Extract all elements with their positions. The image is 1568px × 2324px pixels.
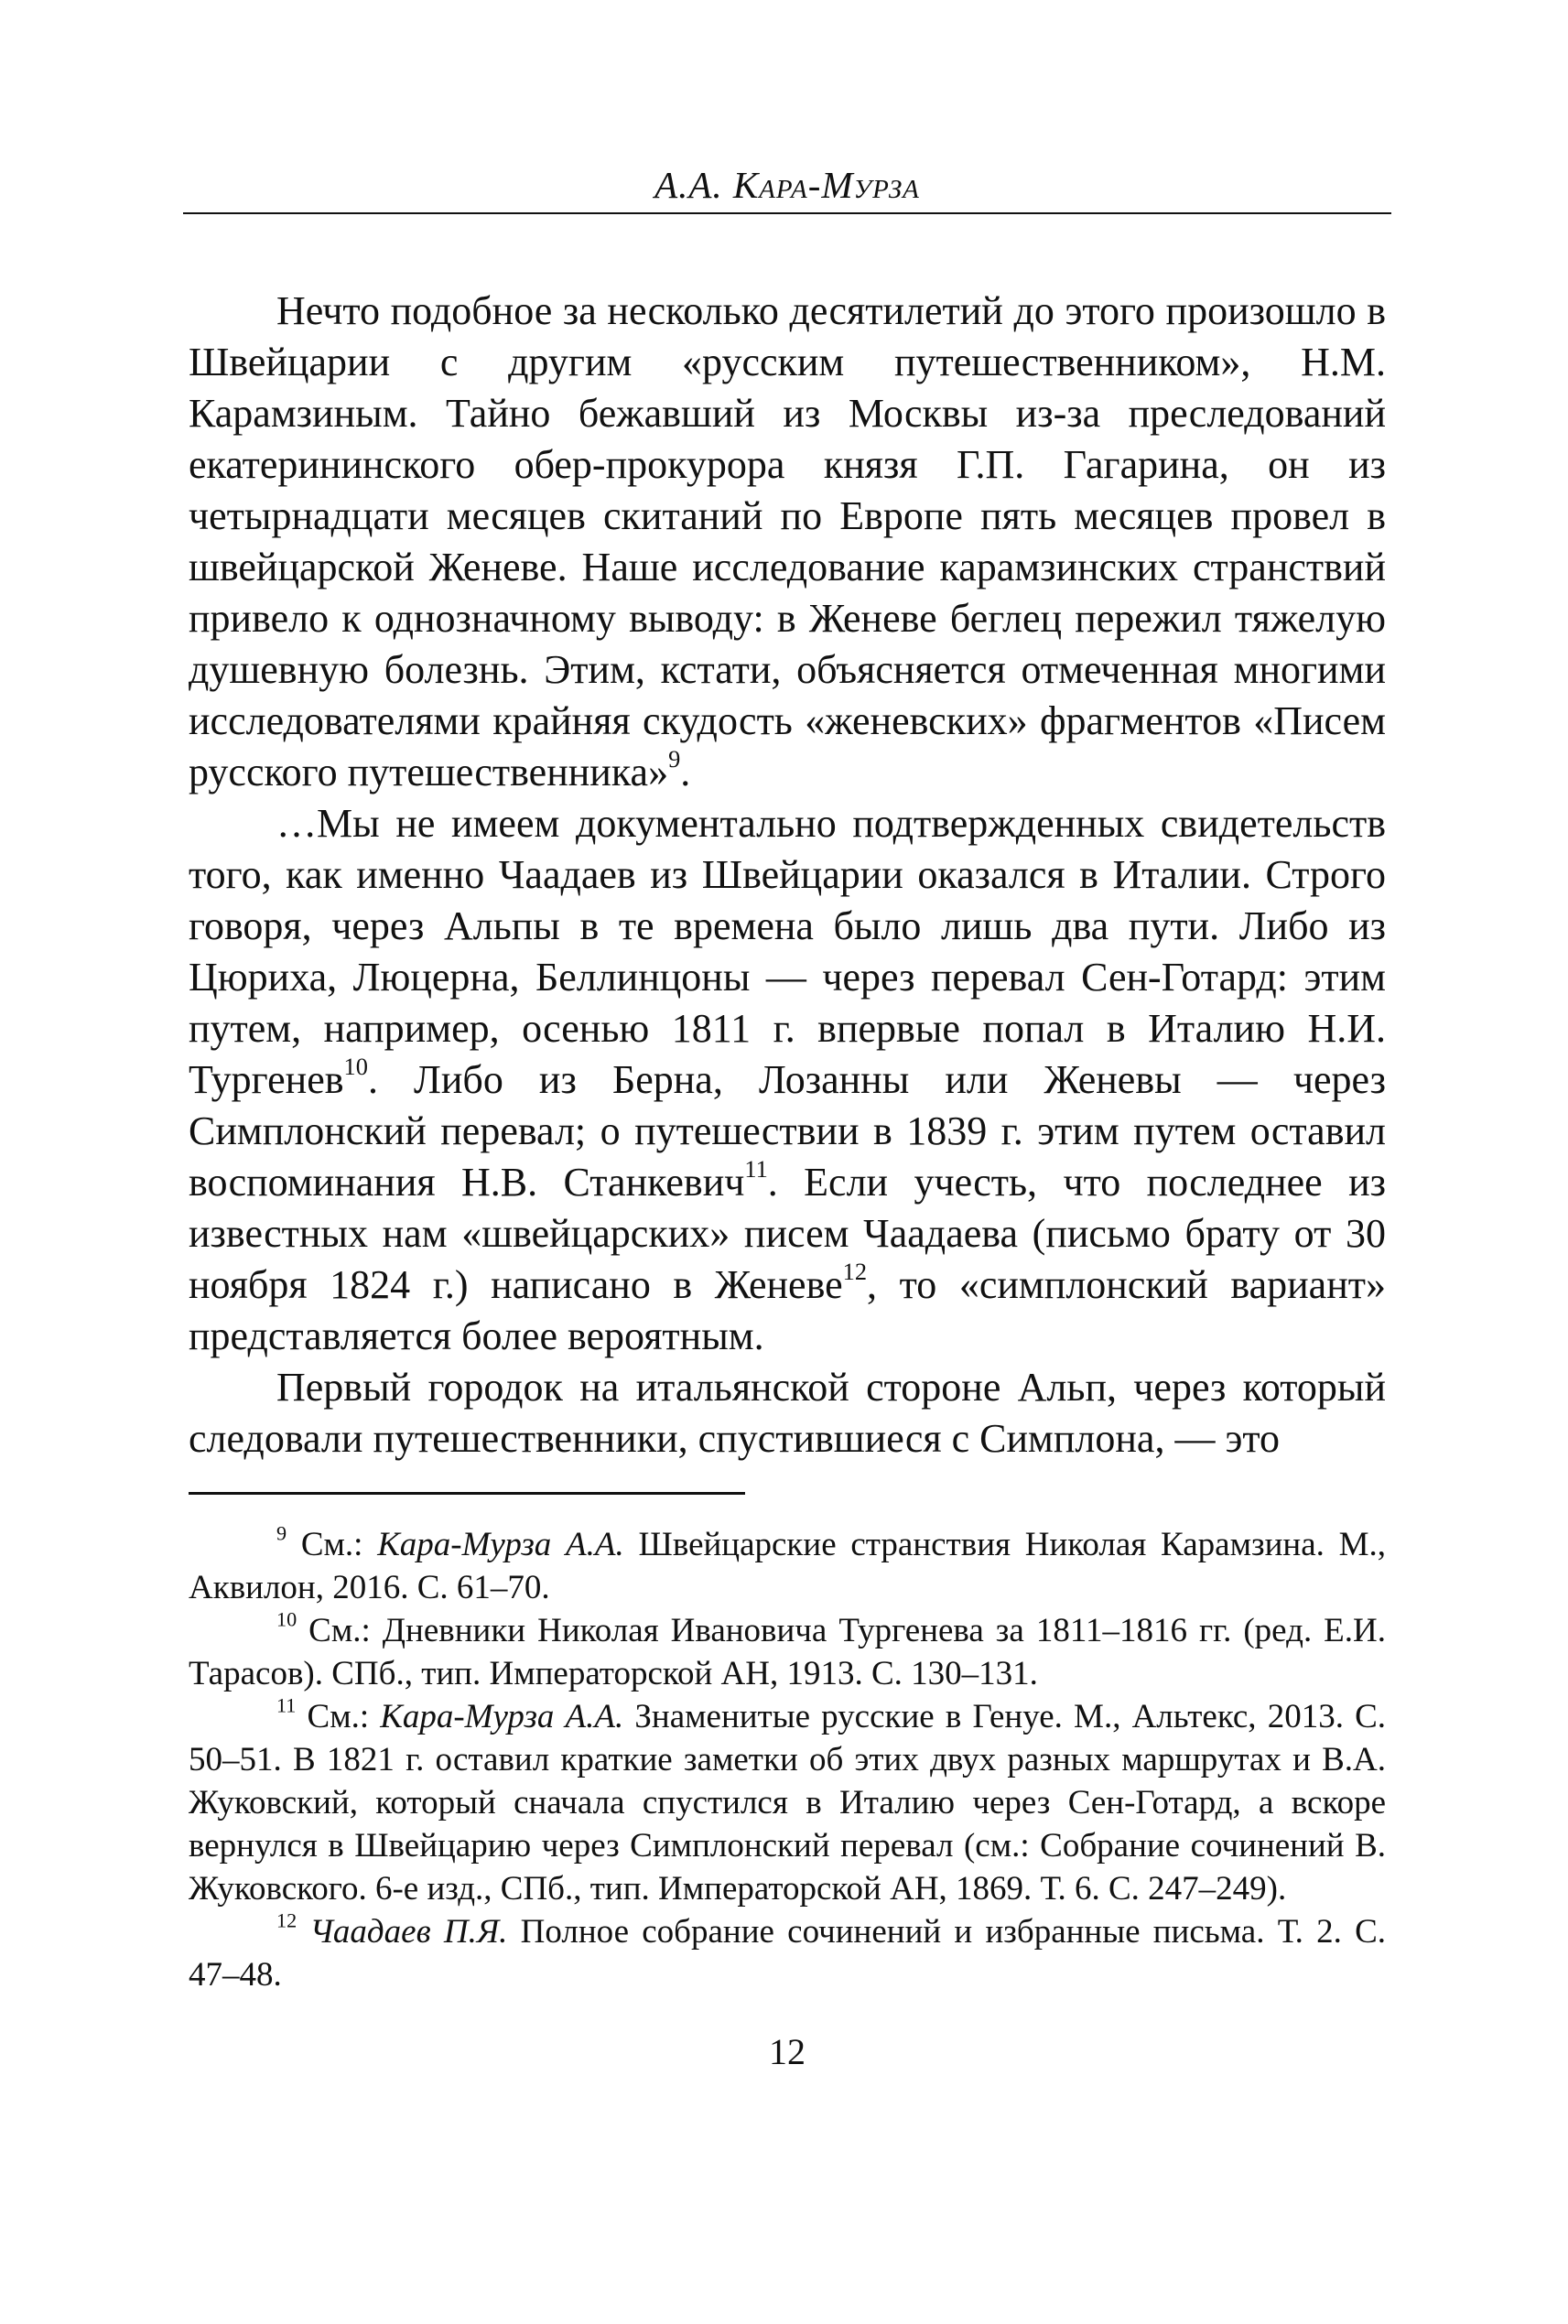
footnote-prefix: См.:	[297, 1612, 383, 1649]
main-text	[189, 286, 1386, 1465]
footnote-prefix: См.:	[296, 1698, 381, 1735]
paragraph-text: . Либо из Берна, Лозанны или Женевы — через Симплонский перевал; о путешествии в 1839 г. этим путем оставил воспоминания Н.В. Станкевич	[189, 1057, 1386, 1205]
footnote-9	[189, 1523, 1386, 1609]
footnote-ref-10[interactable]: 10	[343, 1053, 368, 1081]
footnote-separator	[189, 1492, 745, 1495]
page-number: 12	[769, 2031, 806, 2072]
footnote-text: Дневники Николая Ивановича Тургенева за 1811–1816 гг. (ред. Е.И. Тарасов). СПб., тип. Императорской АН, 1913. С. 130–131.	[189, 1612, 1386, 1692]
footnote-number: 10	[276, 1607, 297, 1631]
footnote-text: Швейцарские странствия Николая Карамзина. М., Аквилон, 2016. С. 61–70.	[189, 1526, 1387, 1606]
footnote-text: Полное собрание сочинений и избранные письма. Т. 2. С. 47–48.	[189, 1913, 1386, 1994]
footnote-number: 12	[276, 1908, 297, 1932]
footnote-ref-11[interactable]: 11	[744, 1155, 768, 1184]
footnote-author: Чаадаев П.Я.	[309, 1913, 508, 1951]
footnote-12	[189, 1910, 1386, 1996]
paragraph-text: , то «симплонский вариант» представляется более вероятным.	[189, 1262, 1386, 1358]
paragraph-text: …Мы не имеем документально подтвержденных свидетельств того, как именно Чаадаев из Швейцарии оказался в Италии. Строго говоря, через Альпы в те времена было лишь два пути. Либо из Цюриха, Люцерна, Беллинцоны — через перевал Сен-Готард: этим путем, например, осенью 1811 г. впервые попал в Италию Н.И. Тургенев	[189, 801, 1386, 1102]
paragraph-text: Нечто подобное за несколько десятилетий до этого произошло в Швейцарии с другим «русским путешественником», Н.М. Карамзиным. Тайно бежавший из Москвы из-за преследований екатерининского обер-прокурора князя Г.П. Гагарина, он из четырнадцати месяцев скитаний по Европе пять месяцев провел в швейцарской Женеве. Наше исследование карамзинских странствий привело к однозначному выводу: в Женеве беглец пережил тяжелую душевную болезнь. Этим, кстати, объясняется отмеченная многими исследователями крайняя скудость «женевских» фрагментов «Писем русского путешественника»	[189, 288, 1386, 794]
footnote-author: Кара-Мурза А.А.	[380, 1698, 624, 1735]
footnote-author: Кара-Мурза А.А.	[377, 1526, 624, 1563]
paragraph-text: .	[680, 750, 691, 794]
header-divider	[183, 212, 1391, 214]
footnote-prefix: См.:	[287, 1526, 378, 1563]
footnote-number: 11	[276, 1693, 297, 1717]
footnote-ref-12[interactable]: 12	[842, 1258, 868, 1286]
paragraph-alps-routes	[189, 798, 1386, 1362]
footnote-number: 9	[276, 1521, 287, 1545]
running-title: А.А. Кара-Мурза	[654, 164, 920, 206]
paragraph-first-town	[189, 1362, 1386, 1465]
footnotes-section	[189, 1523, 1386, 1996]
paragraph-karamzin	[189, 286, 1386, 798]
footnote-text: Знаменитые русские в Генуе. М., Альтекс, 2013. С. 50–51. В 1821 г. оставил краткие заметки об этих двух разных маршрутах и В.А. Жуковский, который сначала спустился в Италию через Сен-Готард, а вскоре вернулся в Швейцарию через Симплонский перевал (см.: Собрание сочинений В. Жуковского. 6-е изд., СПб., тип. Императорской АН, 1869. Т. 6. С. 247–249).	[189, 1698, 1387, 1908]
footnote-11	[189, 1695, 1386, 1910]
footnote-10	[189, 1609, 1386, 1695]
footnote-ref-9[interactable]: 9	[668, 745, 681, 773]
footnote-prefix	[297, 1913, 309, 1951]
paragraph-text: Первый городок на итальянской стороне Альп, через который следовали путешественники, спустившиеся с Симплона, — это	[189, 1365, 1386, 1461]
paragraph-text: . Если учесть, что последнее из известных нам «швейцарских» писем Чаадаева (письмо брату от 30 ноября 1824 г.) написано в Женеве	[189, 1160, 1386, 1307]
